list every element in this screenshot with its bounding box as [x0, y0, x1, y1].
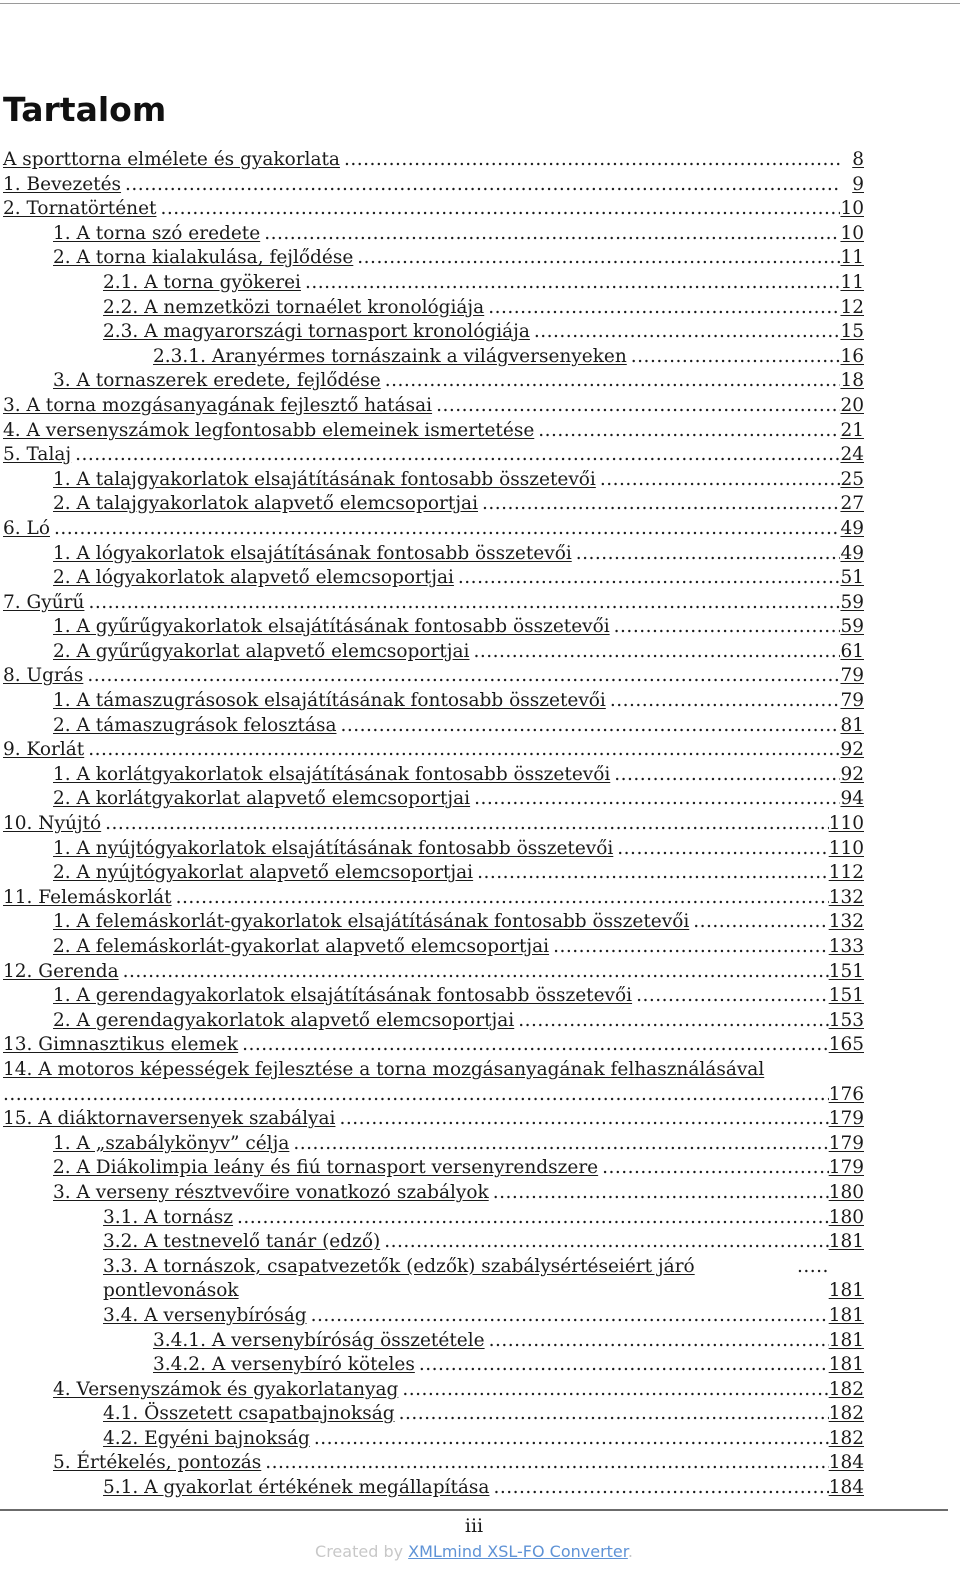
- toc-leader-dots: [473, 861, 829, 886]
- toc-entry-text: [3, 1107, 829, 1132]
- toc-entry[interactable]: [0, 246, 960, 271]
- toc-page-number[interactable]: 179: [828, 1108, 864, 1130]
- toc-entry-label[interactable]: 4.1. Összetett csapatbajnokság: [103, 1403, 395, 1425]
- toc-leader-dots: [432, 394, 840, 419]
- toc-entry-label[interactable]: 1. Bevezetés: [3, 173, 122, 195]
- toc-leader-dots: [610, 763, 840, 788]
- toc-entry-label[interactable]: 3.4.2. A versenybíró köteles: [153, 1354, 415, 1376]
- toc-leader-dots: [380, 1230, 829, 1255]
- toc-entry[interactable]: [0, 443, 960, 468]
- toc-entry[interactable]: [0, 517, 960, 542]
- toc-entry-label[interactable]: 4.2. Egyéni bajnokság: [103, 1427, 310, 1449]
- toc-leader-dots: [50, 517, 840, 542]
- toc-leader-dots: [793, 1255, 829, 1280]
- toc-page-number[interactable]: 182: [828, 1403, 864, 1425]
- toc-entry-text: [3, 1033, 829, 1058]
- toc-entry-text: [53, 640, 840, 665]
- toc-page-number[interactable]: 180: [828, 1206, 864, 1228]
- toc-entry-text: [103, 1255, 829, 1304]
- toc-page-number[interactable]: 184: [828, 1452, 864, 1474]
- toc-entry-text: [103, 1304, 829, 1329]
- toc-leader-dots: [398, 1378, 828, 1403]
- toc-page-number[interactable]: 151: [828, 985, 864, 1007]
- toc-entry[interactable]: [0, 296, 960, 321]
- toc-page-number[interactable]: 49: [840, 517, 864, 539]
- page-title: Tartalom: [3, 90, 167, 129]
- toc-entry-text: [153, 345, 840, 370]
- toc-entry-text: [53, 1132, 829, 1157]
- toc-entry[interactable]: [0, 148, 960, 173]
- toc-leader-dots: [478, 492, 840, 517]
- toc-page-number[interactable]: 181: [828, 1329, 864, 1351]
- toc-page-number[interactable]: 79: [840, 665, 864, 687]
- toc-page-number[interactable]: 182: [828, 1427, 864, 1449]
- toc-page-number[interactable]: 11: [840, 271, 864, 293]
- toc-leader-dots: [289, 1132, 828, 1157]
- toc-page-number[interactable]: 10: [840, 198, 864, 220]
- toc-entry-label[interactable]: 2. A lógyakorlatok alapvető elemcsoportjai: [53, 567, 454, 589]
- toc-entry-label[interactable]: 1. A talajgyakorlatok elsajátításának fontosabb összetevői: [53, 468, 596, 490]
- toc-entry-continuation[interactable]: [0, 1083, 960, 1108]
- toc-leader-dots: [261, 1451, 828, 1476]
- toc-leader-dots: [336, 714, 840, 739]
- toc-page-number[interactable]: 180: [828, 1181, 864, 1203]
- toc-entry-label[interactable]: 3.4. A versenybíróság: [103, 1304, 307, 1326]
- toc-entry[interactable]: [0, 1329, 960, 1354]
- toc-entry-label[interactable]: 1. A támaszugrásosok elsajátításának fontosabb összetevői: [53, 690, 606, 712]
- toc-entry[interactable]: [0, 861, 960, 886]
- toc-entry-text: [3, 394, 840, 419]
- toc-leader-dots: [3, 1083, 829, 1108]
- toc-page-number[interactable]: 182: [828, 1378, 864, 1400]
- toc-page-number[interactable]: 27: [840, 493, 864, 515]
- toc-entry-label[interactable]: 3. A tornaszerek eredete, fejlődése: [53, 370, 381, 392]
- toc-page-number[interactable]: 184: [828, 1477, 864, 1499]
- toc-entry-label[interactable]: 2. A felemáskorlát-gyakorlat alapvető elemcsoportjai: [53, 936, 550, 957]
- toc-entry[interactable]: [0, 320, 960, 345]
- toc-entry[interactable]: [0, 714, 960, 739]
- toc-entry[interactable]: [0, 787, 960, 812]
- toc-page-number[interactable]: 151: [828, 960, 864, 982]
- toc-entry[interactable]: [0, 910, 960, 935]
- toc-entry-label[interactable]: 1. A torna szó eredete: [53, 222, 261, 244]
- toc-entry-text: [53, 837, 829, 862]
- toc-entry[interactable]: [0, 1304, 960, 1329]
- toc-entry-label[interactable]: 2. A gyűrűgyakorlat alapvető elemcsoportjai: [53, 640, 470, 662]
- toc-entry-text: [103, 1476, 829, 1501]
- toc-page-number[interactable]: 11: [840, 247, 864, 269]
- toc-entry-text: [53, 566, 840, 591]
- toc-entry-label[interactable]: 11. Felemáskorlát: [3, 886, 172, 908]
- toc-entry-label[interactable]: 2. A korlátgyakorlat alapvető elemcsoportjai: [53, 788, 471, 810]
- toc-entry-label[interactable]: 14. A motoros képességek fejlesztése a torna mozgásanyagának felhasználásával: [3, 1058, 765, 1080]
- toc-entry-text: [3, 443, 840, 468]
- toc-entry-text: [103, 1206, 829, 1231]
- toc-leader-dots: [353, 246, 840, 271]
- creator-footer: [0, 1542, 948, 1561]
- toc-entry-label[interactable]: 2.3.1. Aranyérmes tornászaink a világversenyeken: [153, 345, 627, 367]
- toc-entry-text: [3, 886, 829, 911]
- toc-entry-text: [53, 787, 840, 812]
- toc-leader-dots: [530, 320, 840, 345]
- toc-entry[interactable]: [0, 1378, 960, 1403]
- toc-entry[interactable]: [0, 1255, 960, 1304]
- toc-entry-text: [53, 1451, 829, 1476]
- toc-entry[interactable]: [0, 468, 960, 493]
- toc-leader-dots: [233, 1206, 829, 1231]
- toc-entry[interactable]: [0, 886, 960, 911]
- toc-entry-label[interactable]: 3.3. A tornászok, csapatvezetők (edzők) szabálysértéseiért járó pontlevonások: [103, 1255, 695, 1302]
- toc-entry[interactable]: [0, 1427, 960, 1452]
- toc-page-number[interactable]: 165: [828, 1034, 864, 1056]
- toc-page-number[interactable]: 133: [828, 936, 864, 957]
- toc-entry[interactable]: [0, 197, 960, 222]
- toc-entry-label[interactable]: 2. A gerendagyakorlatok alapvető elemcsoportjai: [53, 1009, 515, 1031]
- toc-entry-label[interactable]: 1. A korlátgyakorlatok elsajátításának fontosabb összetevői: [53, 763, 611, 785]
- toc-entry[interactable]: [0, 222, 960, 247]
- toc-page-number[interactable]: 110: [828, 813, 864, 835]
- converter-link[interactable]: XMLmind XSL-FO Converter: [408, 1542, 628, 1561]
- toc-page-number[interactable]: 181: [828, 1231, 864, 1253]
- toc-entry[interactable]: [0, 591, 960, 616]
- toc-page-number[interactable]: 179: [828, 1157, 864, 1179]
- toc-leader-dots: [172, 886, 829, 911]
- toc-leader-dots: [84, 738, 840, 763]
- table-of-contents: [0, 148, 960, 1501]
- toc-page-number[interactable]: 59: [840, 591, 864, 613]
- toc-entry[interactable]: [0, 1451, 960, 1476]
- toc-page-number[interactable]: 181: [828, 1354, 864, 1376]
- toc-leader-dots: [83, 664, 840, 689]
- toc-page-number[interactable]: 179: [828, 1132, 864, 1154]
- toc-leader-dots: [514, 1009, 828, 1034]
- toc-entry-label[interactable]: 1. A felemáskorlát-gyakorlatok elsajátításának fontosabb összetevői: [53, 911, 690, 933]
- toc-leader-wrap: [3, 1083, 829, 1108]
- toc-leader-dots: [485, 1329, 829, 1354]
- toc-leader-dots: [470, 787, 840, 812]
- toc-page-number[interactable]: 9: [852, 173, 864, 195]
- toc-entry-text: [53, 246, 840, 271]
- toc-page-number[interactable]: 94: [840, 788, 864, 810]
- footer-rule: [0, 1509, 948, 1511]
- toc-entry-label[interactable]: 15. A diáktornaversenyek szabályai: [3, 1108, 336, 1130]
- toc-entry[interactable]: [0, 345, 960, 370]
- toc-page-number[interactable]: 25: [840, 468, 864, 490]
- toc-entry-label[interactable]: 2. A nyújtógyakorlat alapvető elemcsoportjai: [53, 862, 474, 884]
- toc-entry-text: [53, 1378, 829, 1403]
- toc-entry-label[interactable]: 2.1. A torna gyökerei: [103, 271, 301, 293]
- toc-leader-dots: [119, 960, 829, 985]
- toc-entry-text: [53, 689, 840, 714]
- toc-entry[interactable]: [0, 173, 960, 198]
- toc-entry-text: [53, 542, 840, 567]
- toc-leader-dots: [534, 419, 840, 444]
- toc-leader-dots: [238, 1033, 829, 1058]
- toc-page-number[interactable]: 21: [840, 419, 864, 441]
- toc-entry-text: [3, 517, 840, 542]
- toc-entry-text: [153, 1329, 829, 1354]
- toc-entry-text: [3, 664, 840, 689]
- toc-entry-text: [53, 492, 840, 517]
- toc-entry-text: [103, 1402, 829, 1427]
- toc-page-number[interactable]: 12: [840, 296, 864, 318]
- toc-entry-text: [53, 1009, 829, 1034]
- toc-entry-text: [53, 984, 829, 1009]
- toc-entry-text: [53, 861, 829, 886]
- toc-entry[interactable]: [0, 1402, 960, 1427]
- toc-entry[interactable]: [0, 492, 960, 517]
- toc-entry-label[interactable]: 4. A versenyszámok legfontosabb elemeinek ismertetése: [3, 419, 535, 441]
- toc-leader-dots: [613, 837, 828, 862]
- toc-entry-text: [3, 173, 840, 198]
- toc-leader-dots: [101, 812, 829, 837]
- toc-entry-label[interactable]: 5.1. A gyakorlat értékének megállapítása: [103, 1477, 490, 1499]
- toc-page-number[interactable]: 24: [840, 444, 864, 466]
- toc-entry-label[interactable]: 3. A verseny résztvevőire vonatkozó szabályok: [53, 1181, 489, 1203]
- toc-page-number[interactable]: 18: [840, 370, 864, 392]
- toc-entry-label[interactable]: 2.3. A magyarországi tornasport kronológiája: [103, 321, 530, 343]
- toc-entry-text: [3, 738, 840, 763]
- toc-leader-dots: [340, 148, 840, 173]
- toc-entry-text: [53, 222, 840, 247]
- toc-leader-dots: [415, 1353, 829, 1378]
- toc-entry[interactable]: [0, 984, 960, 1009]
- toc-entry[interactable]: [0, 1156, 960, 1181]
- toc-leader-dots: [469, 640, 840, 665]
- toc-entry[interactable]: [0, 640, 960, 665]
- toc-entry-text: [53, 763, 840, 788]
- toc-entry-text: [3, 148, 840, 173]
- toc-entry-label[interactable]: 5. Talaj: [3, 444, 72, 466]
- toc-leader-dots: [606, 689, 840, 714]
- toc-page-number[interactable]: 112: [828, 862, 864, 884]
- toc-page-number[interactable]: 51: [840, 567, 864, 589]
- toc-entry-label[interactable]: 2. A Diákolimpia leány és fiú tornasport versenyrendszere: [53, 1157, 599, 1179]
- toc-entry[interactable]: [0, 271, 960, 296]
- toc-entry-label[interactable]: 3. A torna mozgásanyagának fejlesztő hatásai: [3, 394, 433, 416]
- toc-page-number[interactable]: 61: [840, 640, 864, 662]
- toc-entry-label[interactable]: 2.2. A nemzetközi tornaélet kronológiája: [103, 296, 485, 318]
- toc-leader-dots: [260, 222, 840, 247]
- toc-entry-text: [103, 320, 840, 345]
- toc-entry[interactable]: [0, 394, 960, 419]
- toc-entry-text: [53, 1156, 829, 1181]
- toc-entry-label[interactable]: 3.2. A testnevelő tanár (edző): [103, 1231, 381, 1253]
- toc-entry-text: [103, 1427, 829, 1452]
- toc-page-number[interactable]: 79: [840, 690, 864, 712]
- toc-entry-label[interactable]: 2. Tornatörténet: [3, 198, 157, 220]
- toc-entry[interactable]: [0, 960, 960, 985]
- toc-page-number[interactable]: 181: [828, 1304, 864, 1326]
- toc-leader-dots: [572, 542, 840, 567]
- toc-page-number[interactable]: 132: [828, 911, 864, 933]
- toc-leader-dots: [489, 1181, 829, 1206]
- toc-entry-text: [53, 615, 840, 640]
- toc-leader-dots: [596, 468, 840, 493]
- toc-entry-label[interactable]: 3.1. A tornász: [103, 1206, 234, 1228]
- toc-leader-dots: [395, 1402, 829, 1427]
- toc-entry-label[interactable]: 12. Gerenda: [3, 960, 119, 982]
- top-rule: [0, 3, 960, 4]
- toc-entry[interactable]: [0, 935, 960, 960]
- toc-entry[interactable]: [0, 1181, 960, 1206]
- toc-leader-dots: [381, 369, 840, 394]
- toc-leader-dots: [71, 443, 840, 468]
- toc-leader-dots: [454, 566, 840, 591]
- toc-page-number[interactable]: 181: [828, 1280, 864, 1302]
- toc-entry-label[interactable]: 4. Versenyszámok és gyakorlatanyag: [53, 1378, 399, 1400]
- toc-leader-dots: [335, 1107, 828, 1132]
- toc-entry[interactable]: [0, 812, 960, 837]
- creator-prefix: Created by: [315, 1542, 409, 1561]
- toc-entry-text: [53, 468, 840, 493]
- toc-entry[interactable]: [0, 1033, 960, 1058]
- toc-entry-text: [103, 271, 840, 296]
- toc-page-number[interactable]: 59: [840, 616, 864, 638]
- toc-entry[interactable]: [0, 1353, 960, 1378]
- toc-entry-text: [153, 1353, 829, 1378]
- toc-entry-text: [103, 296, 840, 321]
- toc-entry[interactable]: [0, 419, 960, 444]
- toc-entry[interactable]: [0, 1107, 960, 1132]
- toc-entry-label[interactable]: 10. Nyújtó: [3, 813, 102, 835]
- toc-entry-text: [53, 714, 840, 739]
- toc-leader-dots: [598, 1156, 829, 1181]
- toc-leader-dots: [549, 935, 829, 960]
- toc-leader-dots: [156, 197, 840, 222]
- toc-leader-dots: [121, 173, 840, 198]
- creator-suffix: .: [627, 1542, 633, 1561]
- toc-page-number[interactable]: 81: [840, 714, 864, 736]
- toc-entry-label[interactable]: 1. A gyűrűgyakorlatok elsajátításának fontosabb összetevői: [53, 616, 610, 638]
- toc-entry-label[interactable]: 1. A „szabálykönyv” célja: [53, 1132, 290, 1154]
- toc-entry-label[interactable]: 9. Korlát: [3, 739, 85, 761]
- toc-entry[interactable]: [0, 664, 960, 689]
- toc-page-number[interactable]: 92: [840, 763, 864, 785]
- toc-page-number[interactable]: 110: [828, 837, 864, 859]
- toc-leader-dots: [307, 1304, 829, 1329]
- toc-entry-label[interactable]: 2. A talajgyakorlatok alapvető elemcsoportjai: [53, 493, 479, 515]
- toc-page-number[interactable]: 92: [840, 739, 864, 761]
- toc-page-number[interactable]: 176: [828, 1083, 864, 1105]
- toc-entry-label[interactable]: 1. A nyújtógyakorlatok elsajátításának fontosabb összetevői: [53, 837, 614, 859]
- toc-entry-label[interactable]: 2. A torna kialakulása, fejlődése: [53, 247, 354, 269]
- toc-page-number[interactable]: 8: [852, 149, 864, 170]
- toc-entry-text: [3, 812, 829, 837]
- toc-leader-dots: [84, 591, 840, 616]
- toc-leader-dots: [301, 271, 840, 296]
- toc-entry-label[interactable]: 2. A támaszugrások felosztása: [53, 714, 337, 736]
- toc-leader-dots: [632, 984, 829, 1009]
- toc-entry-label[interactable]: 6. Ló: [3, 517, 50, 539]
- toc-entry-label[interactable]: 8. Ugrás: [3, 665, 84, 687]
- toc-entry[interactable]: [0, 1058, 960, 1083]
- toc-entry[interactable]: [0, 566, 960, 591]
- toc-entry[interactable]: [0, 1132, 960, 1157]
- toc-page-number[interactable]: 20: [840, 394, 864, 416]
- toc-entry-text: [3, 591, 840, 616]
- toc-entry[interactable]: [0, 763, 960, 788]
- toc-entry[interactable]: [0, 615, 960, 640]
- toc-entry-label[interactable]: 5. Értékelés, pontozás: [53, 1452, 262, 1474]
- page-number: iii: [464, 1515, 484, 1537]
- toc-leader-dots: [689, 910, 828, 935]
- toc-entry-text: [3, 197, 840, 222]
- toc-entry-label[interactable]: 1. A lógyakorlatok elsajátításának fontosabb összetevői: [53, 542, 572, 564]
- toc-entry[interactable]: [0, 1476, 960, 1501]
- toc-entry-label[interactable]: 3.4.1. A versenybíróság összetétele: [153, 1329, 485, 1351]
- toc-leader-dots: [610, 615, 840, 640]
- toc-entry-text: [53, 1181, 829, 1206]
- toc-entry[interactable]: [0, 837, 960, 862]
- toc-entry[interactable]: [0, 1230, 960, 1255]
- toc-entry-text: [103, 1230, 829, 1255]
- toc-page-number[interactable]: 16: [840, 345, 864, 367]
- toc-leader-dots: [484, 296, 840, 321]
- toc-leader-dots: [489, 1476, 828, 1501]
- toc-entry[interactable]: [0, 1009, 960, 1034]
- toc-entry-label[interactable]: A sporttorna elmélete és gyakorlata: [3, 149, 340, 170]
- toc-leader-dots: [627, 345, 840, 370]
- toc-entry-label[interactable]: 7. Gyűrű: [3, 591, 85, 613]
- toc-entry[interactable]: [0, 738, 960, 763]
- toc-entry[interactable]: [0, 689, 960, 714]
- toc-page-number[interactable]: 153: [828, 1009, 864, 1031]
- toc-entry-text: [53, 369, 840, 394]
- toc-entry[interactable]: [0, 542, 960, 567]
- toc-entry-text: [3, 960, 829, 985]
- toc-entry-label[interactable]: 13. Gimnasztikus elemek: [3, 1034, 239, 1056]
- toc-entry-text: [53, 910, 829, 935]
- toc-entry-text: [3, 419, 840, 444]
- toc-entry[interactable]: [0, 1206, 960, 1231]
- toc-page-number[interactable]: 49: [840, 542, 864, 564]
- toc-entry-text: [53, 935, 829, 960]
- toc-page-number[interactable]: 15: [840, 321, 864, 343]
- toc-page-number[interactable]: 10: [840, 222, 864, 244]
- toc-entry[interactable]: [0, 369, 960, 394]
- toc-leader-dots: [310, 1427, 829, 1452]
- toc-page-number[interactable]: 132: [828, 886, 864, 908]
- toc-entry-label[interactable]: 1. A gerendagyakorlatok elsajátításának fontosabb összetevői: [53, 985, 633, 1007]
